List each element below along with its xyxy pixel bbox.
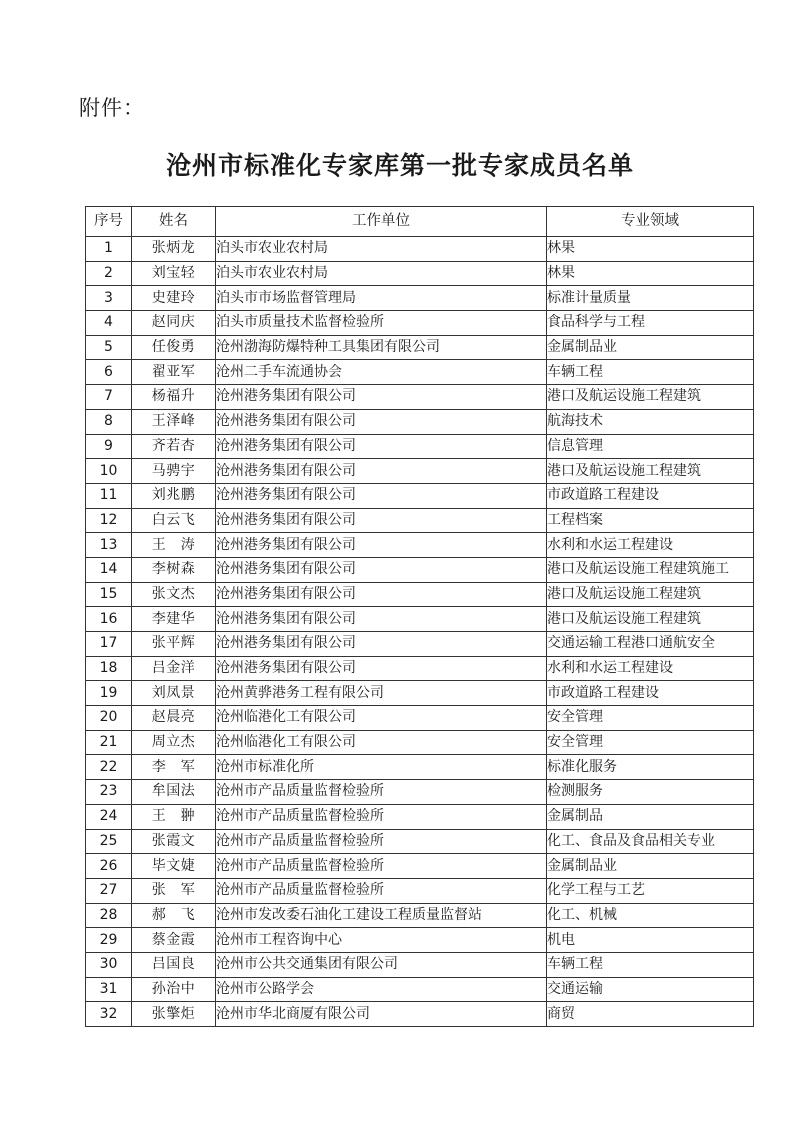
row-number: 19: [86, 681, 132, 706]
work-unit: 沧州港务集团有限公司: [216, 607, 547, 632]
table-row: [86, 1002, 754, 1027]
header-org: 工作单位: [216, 207, 547, 237]
row-number: 27: [86, 878, 132, 903]
professional-field: 市政道路工程建设: [547, 483, 754, 508]
work-unit: 沧州港务集团有限公司: [216, 434, 547, 459]
expert-name: 周立杰: [132, 730, 216, 755]
table-row: [86, 730, 754, 755]
professional-field: 港口及航运设施工程建筑: [547, 582, 754, 607]
table-row: [86, 952, 754, 977]
row-number: 16: [86, 607, 132, 632]
expert-name: 牟国法: [132, 780, 216, 805]
professional-field: 水利和水运工程建设: [547, 656, 754, 681]
expert-name: 王 翀: [132, 804, 216, 829]
expert-name: 王泽峰: [132, 409, 216, 434]
work-unit: 沧州市公共交通集团有限公司: [216, 952, 547, 977]
expert-name: 刘兆鹏: [132, 483, 216, 508]
expert-name: 白云飞: [132, 508, 216, 533]
row-number: 2: [86, 261, 132, 286]
expert-name: 郝 飞: [132, 903, 216, 928]
row-number: 26: [86, 854, 132, 879]
row-number: 10: [86, 459, 132, 484]
expert-name: 赵同庆: [132, 311, 216, 336]
work-unit: 沧州港务集团有限公司: [216, 533, 547, 558]
row-number: 25: [86, 829, 132, 854]
work-unit: 沧州临港化工有限公司: [216, 706, 547, 731]
row-number: 12: [86, 508, 132, 533]
row-number: 11: [86, 483, 132, 508]
header-name: 姓名: [132, 207, 216, 237]
expert-name: 刘宝轻: [132, 261, 216, 286]
work-unit: 沧州港务集团有限公司: [216, 409, 547, 434]
table-header-row: [86, 207, 754, 237]
table-row: [86, 829, 754, 854]
expert-name: 赵晨亮: [132, 706, 216, 731]
table-row: [86, 780, 754, 805]
expert-name: 张平辉: [132, 632, 216, 657]
professional-field: 安全管理: [547, 706, 754, 731]
professional-field: 港口及航运设施工程建筑: [547, 607, 754, 632]
expert-name: 杨福升: [132, 385, 216, 410]
row-number: 15: [86, 582, 132, 607]
row-number: 4: [86, 311, 132, 336]
table-row: [86, 854, 754, 879]
row-number: 28: [86, 903, 132, 928]
work-unit: 沧州临港化工有限公司: [216, 730, 547, 755]
professional-field: 食品科学与工程: [547, 311, 754, 336]
work-unit: 沧州市产品质量监督检验所: [216, 829, 547, 854]
table-row: [86, 582, 754, 607]
work-unit: 泊头市市场监督管理局: [216, 286, 547, 311]
professional-field: 化学工程与工艺: [547, 878, 754, 903]
professional-field: 林果: [547, 261, 754, 286]
table-body: [86, 237, 754, 1027]
header-no: 序号: [86, 207, 132, 237]
work-unit: 泊头市农业农村局: [216, 237, 547, 262]
professional-field: 化工、食品及食品相关专业: [547, 829, 754, 854]
work-unit: 沧州市发改委石油化工建设工程质量监督站: [216, 903, 547, 928]
expert-name: 任俊勇: [132, 335, 216, 360]
work-unit: 泊头市质量技术监督检验所: [216, 311, 547, 336]
table-row: [86, 928, 754, 953]
professional-field: 金属制品业: [547, 854, 754, 879]
professional-field: 港口及航运设施工程建筑: [547, 459, 754, 484]
table-row: [86, 557, 754, 582]
expert-name: 张霞文: [132, 829, 216, 854]
expert-name: 张文杰: [132, 582, 216, 607]
table-row: [86, 656, 754, 681]
row-number: 32: [86, 1002, 132, 1027]
professional-field: 安全管理: [547, 730, 754, 755]
row-number: 30: [86, 952, 132, 977]
expert-name: 吕金洋: [132, 656, 216, 681]
professional-field: 市政道路工程建设: [547, 681, 754, 706]
professional-field: 金属制品: [547, 804, 754, 829]
expert-name: 张擎炬: [132, 1002, 216, 1027]
row-number: 6: [86, 360, 132, 385]
professional-field: 化工、机械: [547, 903, 754, 928]
row-number: 17: [86, 632, 132, 657]
table-row: [86, 286, 754, 311]
professional-field: 交通运输: [547, 977, 754, 1002]
expert-name: 李树森: [132, 557, 216, 582]
row-number: 1: [86, 237, 132, 262]
professional-field: 车辆工程: [547, 952, 754, 977]
table-row: [86, 755, 754, 780]
work-unit: 沧州市产品质量监督检验所: [216, 854, 547, 879]
row-number: 22: [86, 755, 132, 780]
work-unit: 沧州黄骅港务工程有限公司: [216, 681, 547, 706]
work-unit: 沧州港务集团有限公司: [216, 459, 547, 484]
professional-field: 机电: [547, 928, 754, 953]
work-unit: 沧州港务集团有限公司: [216, 582, 547, 607]
professional-field: 信息管理: [547, 434, 754, 459]
work-unit: 沧州港务集团有限公司: [216, 557, 547, 582]
table-row: [86, 706, 754, 731]
work-unit: 沧州市标准化所: [216, 755, 547, 780]
table-row: [86, 804, 754, 829]
expert-name: 马骋宇: [132, 459, 216, 484]
work-unit: 沧州市产品质量监督检验所: [216, 780, 547, 805]
work-unit: 沧州港务集团有限公司: [216, 385, 547, 410]
table-row: [86, 434, 754, 459]
row-number: 8: [86, 409, 132, 434]
table-row: [86, 335, 754, 360]
professional-field: 林果: [547, 237, 754, 262]
expert-name: 张炳龙: [132, 237, 216, 262]
row-number: 9: [86, 434, 132, 459]
row-number: 23: [86, 780, 132, 805]
table-row: [86, 681, 754, 706]
table-row: [86, 409, 754, 434]
work-unit: 沧州渤海防爆特种工具集团有限公司: [216, 335, 547, 360]
document-title: 沧州市标准化专家库第一批专家成员名单: [165, 151, 634, 180]
work-unit: 沧州市产品质量监督检验所: [216, 804, 547, 829]
row-number: 14: [86, 557, 132, 582]
work-unit: 沧州市公路学会: [216, 977, 547, 1002]
expert-name: 张 军: [132, 878, 216, 903]
expert-name: 王 涛: [132, 533, 216, 558]
professional-field: 工程档案: [547, 508, 754, 533]
work-unit: 沧州市产品质量监督检验所: [216, 878, 547, 903]
work-unit: 沧州港务集团有限公司: [216, 656, 547, 681]
table-row: [86, 533, 754, 558]
row-number: 7: [86, 385, 132, 410]
work-unit: 沧州市华北商厦有限公司: [216, 1002, 547, 1027]
expert-name: 史建玲: [132, 286, 216, 311]
row-number: 3: [86, 286, 132, 311]
row-number: 20: [86, 706, 132, 731]
table-row: [86, 903, 754, 928]
expert-name: 刘凤景: [132, 681, 216, 706]
professional-field: 检测服务: [547, 780, 754, 805]
table-row: [86, 632, 754, 657]
professional-field: 交通运输工程港口通航安全: [547, 632, 754, 657]
expert-name: 翟亚军: [132, 360, 216, 385]
row-number: 29: [86, 928, 132, 953]
table-row: [86, 878, 754, 903]
table-row: [86, 508, 754, 533]
expert-name: 孙治中: [132, 977, 216, 1002]
work-unit: 沧州市工程咨询中心: [216, 928, 547, 953]
table-row: [86, 261, 754, 286]
row-number: 24: [86, 804, 132, 829]
row-number: 21: [86, 730, 132, 755]
row-number: 13: [86, 533, 132, 558]
professional-field: 金属制品业: [547, 335, 754, 360]
table-row: [86, 483, 754, 508]
table-row: [86, 459, 754, 484]
work-unit: 沧州港务集团有限公司: [216, 508, 547, 533]
row-number: 5: [86, 335, 132, 360]
work-unit: 沧州港务集团有限公司: [216, 632, 547, 657]
professional-field: 港口及航运设施工程建筑施工: [547, 557, 754, 582]
expert-name: 齐若杏: [132, 434, 216, 459]
table-row: [86, 237, 754, 262]
row-number: 18: [86, 656, 132, 681]
attachment-label: 附件：: [79, 96, 145, 120]
professional-field: 商贸: [547, 1002, 754, 1027]
expert-name: 毕文婕: [132, 854, 216, 879]
work-unit: 沧州二手车流通协会: [216, 360, 547, 385]
professional-field: 航海技术: [547, 409, 754, 434]
table-row: [86, 311, 754, 336]
professional-field: 标准计量质量: [547, 286, 754, 311]
expert-name: 李建华: [132, 607, 216, 632]
professional-field: 港口及航运设施工程建筑: [547, 385, 754, 410]
table-row: [86, 360, 754, 385]
work-unit: 沧州港务集团有限公司: [216, 483, 547, 508]
expert-name: 吕国良: [132, 952, 216, 977]
table-row: [86, 607, 754, 632]
work-unit: 泊头市农业农村局: [216, 261, 547, 286]
professional-field: 车辆工程: [547, 360, 754, 385]
professional-field: 水利和水运工程建设: [547, 533, 754, 558]
header-field: 专业领域: [547, 207, 754, 237]
table-row: [86, 385, 754, 410]
row-number: 31: [86, 977, 132, 1002]
expert-name: 李 军: [132, 755, 216, 780]
expert-name: 蔡金霞: [132, 928, 216, 953]
professional-field: 标准化服务: [547, 755, 754, 780]
expert-roster-table: [85, 206, 754, 1027]
table-row: [86, 977, 754, 1002]
